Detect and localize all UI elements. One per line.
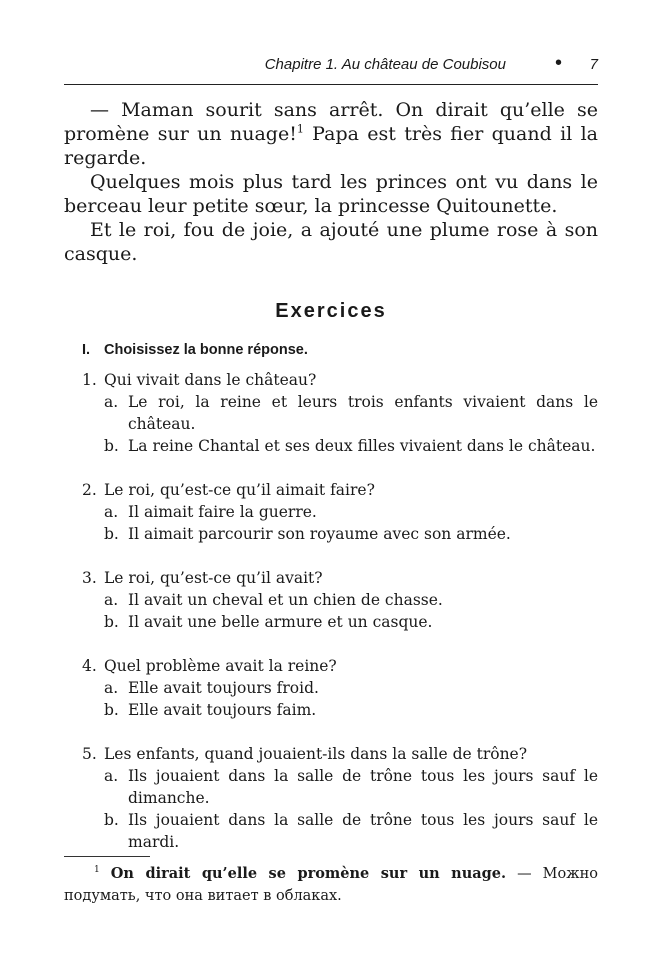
answer-option: [104, 611, 598, 633]
section-number: I.: [82, 342, 91, 358]
footnote-phrase: On dirait qu’elle se promène sur un nuage.: [110, 865, 507, 882]
option-text: Ils jouaient dans la salle de trône tous les jours sauf le dimanche.: [128, 767, 598, 807]
story-paragraph: Quelques mois plus tard les princes ont vu dans le berceau leur petite sœur, la princesse Quitounette.: [64, 171, 598, 217]
answer-option: [104, 677, 598, 699]
question-text: Qui vivait dans le château?: [104, 371, 317, 389]
story-text: [64, 98, 598, 266]
option-letter: b.: [104, 811, 119, 829]
answer-option: [104, 809, 598, 853]
question-item: [82, 743, 598, 853]
footnote-ref: 1: [296, 122, 304, 136]
option-text: Elle avait toujours froid.: [128, 679, 319, 697]
option-letter: a.: [104, 503, 119, 521]
question-item: [82, 479, 598, 545]
question-text: Le roi, qu’est-ce qu’il avait?: [104, 569, 323, 587]
story-sentence: Papa est très fier quand il la regarde.: [64, 123, 598, 169]
question-item: [82, 567, 598, 633]
chapter-title: Chapitre 1. Au château de Coubisou: [264, 56, 506, 73]
section-heading: [82, 342, 308, 358]
option-letter: a.: [104, 393, 119, 411]
option-text: Le roi, la reine et leurs trois enfants vivaient dans le château.: [128, 393, 598, 433]
question-text: Quel problème avait la reine?: [104, 657, 337, 675]
option-letter: a.: [104, 767, 119, 785]
answer-option: [104, 589, 598, 611]
option-text: Elle avait toujours faim.: [128, 701, 317, 719]
option-letter: b.: [104, 701, 119, 719]
option-text: Ils jouaient dans la salle de trône tous les jours sauf le mardi.: [128, 811, 598, 851]
question-list: [82, 369, 598, 875]
footnote-number: 1: [94, 865, 100, 876]
story-sentence: — Maman sourit sans arrêt. On dirait qu’elle se promène sur un nuage!: [64, 99, 598, 145]
page-number: 7: [589, 56, 598, 73]
footnote: [64, 863, 598, 907]
question-item: [82, 655, 598, 721]
answer-option: [104, 523, 598, 545]
section-title: Choisissez la bonne réponse.: [104, 342, 308, 358]
answer-option: [104, 501, 598, 523]
question-number: 5.: [82, 745, 97, 763]
footnote-translation: — Можно подумать, что она витает в облаках.: [64, 866, 598, 904]
question-number: 1.: [82, 371, 97, 389]
option-text: Il aimait faire la guerre.: [128, 503, 317, 521]
option-letter: a.: [104, 679, 119, 697]
question-text: Le roi, qu’est-ce qu’il aimait faire?: [104, 481, 375, 499]
option-text: Il avait une belle armure et un casque.: [128, 613, 433, 631]
option-text: Il aimait parcourir son royaume avec son armée.: [128, 525, 511, 543]
option-text: La reine Chantal et ses deux filles vivaient dans le château.: [128, 437, 596, 455]
answer-option: [104, 391, 598, 435]
question-item: [82, 369, 598, 457]
header-bullet: •: [554, 52, 562, 74]
question-number: 4.: [82, 657, 97, 675]
question-number: 3.: [82, 569, 97, 587]
option-letter: b.: [104, 437, 119, 455]
footnote-divider: [64, 856, 150, 857]
story-paragraph: [64, 98, 598, 170]
question-number: 2.: [82, 481, 97, 499]
question-text: Les enfants, quand jouaient-ils dans la salle de trône?: [104, 745, 528, 763]
answer-option: [104, 435, 598, 457]
option-letter: b.: [104, 525, 119, 543]
running-header: [64, 52, 598, 85]
option-text: Il avait un cheval et un chien de chasse.: [128, 591, 443, 609]
option-letter: a.: [104, 591, 119, 609]
answer-option: [104, 765, 598, 809]
answer-option: [104, 699, 598, 721]
story-paragraph: Et le roi, fou de joie, a ajouté une plume rose à son casque.: [64, 219, 598, 265]
exercises-heading: Exercices: [275, 300, 387, 322]
option-letter: b.: [104, 613, 119, 631]
